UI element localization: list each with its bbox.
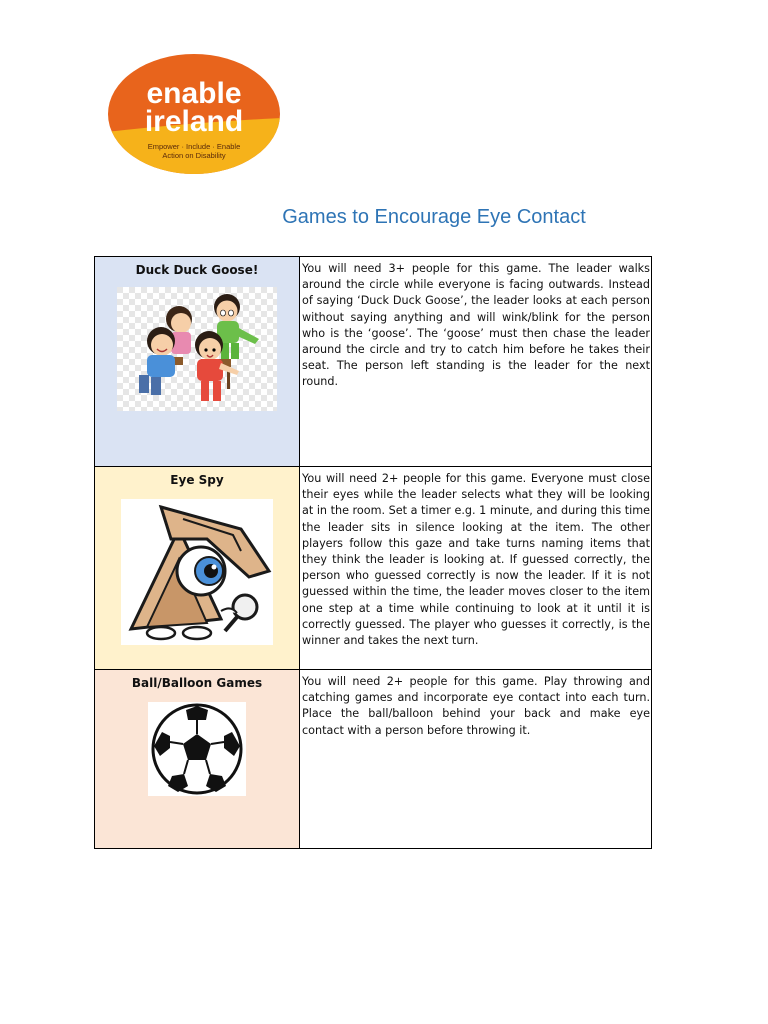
logo-line2: ireland	[144, 105, 244, 138]
table-row	[95, 467, 652, 670]
game-description-cell	[300, 257, 652, 467]
game-description-cell	[300, 467, 652, 670]
logo-tagline1: Empower · Include · Enable	[147, 142, 241, 151]
table-row	[95, 257, 652, 467]
enable-ireland-logo	[106, 52, 282, 176]
games-table	[94, 256, 652, 849]
soccer-ball-illustration	[148, 702, 246, 796]
game-cell	[95, 670, 300, 849]
game-name: Duck Duck Goose!	[135, 263, 259, 277]
game-description: You will need 2+ people for this game. Play throwing and catching games and incorporate eye contact into each turn. Place the ball/balloon behind your back and make eye contact with a person before throwing it.	[302, 675, 650, 737]
page-title: Games to Encourage Eye Contact	[282, 206, 586, 228]
logo-tagline2: Action on Disability	[162, 151, 226, 160]
table-row	[95, 670, 652, 849]
eye-detective-with-magnifying-glass-illustration	[121, 499, 273, 645]
children-sitting-in-circle-illustration	[117, 287, 277, 411]
game-cell	[95, 257, 300, 467]
game-cell	[95, 467, 300, 670]
game-description: You will need 2+ people for this game. Everyone must close their eyes while the leader selects what they will be looking at in the room. Set a timer e.g. 1 minute, and during this time the leader sits in silence looking at the item. The other players follow this gaze and take turns naming items that they think the leader is looking at. If guessed correctly, the person who guessed correctly is now the leader. If it is not guessed within the time, the leader moves closer to the item one step at a time while continuing to look at it until it is correctly guessed. The player who guesses it correctly, is the winner and takes the next turn.	[302, 472, 650, 648]
logo-line1: enable	[146, 77, 242, 110]
game-description-cell	[300, 670, 652, 849]
game-description: You will need 3+ people for this game. The leader walks around the circle while everyone is facing outwards. Instead of saying ‘Duck Duck Goose’, the leader looks at each person without saying anything and will wink/blink for the person who is the ‘goose’. The ‘goose’ must then chase the leader around the circle and try to catch him before he takes their seat. The person left standing is the leader for the next round.	[302, 262, 650, 389]
game-name: Eye Spy	[170, 473, 224, 487]
game-name: Ball/Balloon Games	[131, 676, 263, 690]
